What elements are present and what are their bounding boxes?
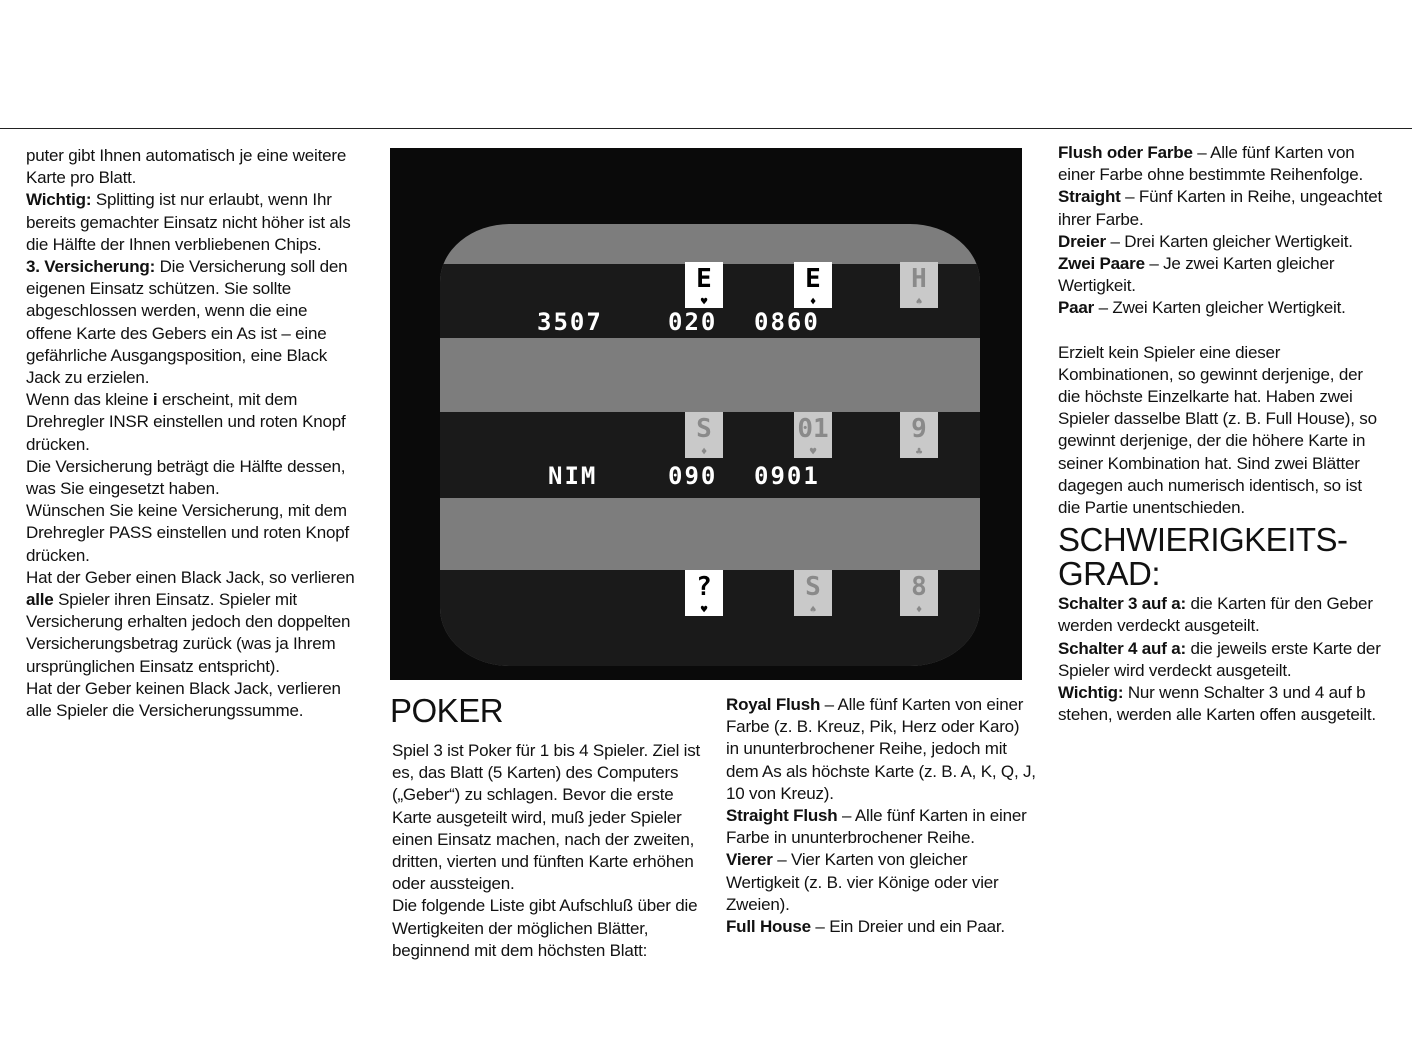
text: Splitting ist nur erlaubt, wenn Ihr bereits gemachter Einsatz nicht höher ist als die Hälfte der Ihnen verbliebenen Chips.	[26, 190, 351, 254]
hand-royal-flush	[726, 694, 1036, 805]
bold-label: Schalter 4 auf a:	[1058, 638, 1186, 658]
card	[685, 262, 723, 308]
card	[794, 262, 832, 308]
switch-4	[1058, 638, 1388, 682]
bold-label: Royal Flush	[726, 695, 821, 714]
text: Spieler ihren Einsatz. Spieler mit Versicherung erhalten jedoch den doppelten Versicherungsbetrag zurück (was ja Ihrem ursprünglichen Einsatz entspricht).	[26, 590, 351, 676]
text: Hat der Geber einen Black Jack, so verlieren	[26, 567, 355, 587]
hand-dreier	[1058, 231, 1388, 253]
card	[794, 570, 832, 616]
paragraph: Erzielt kein Spieler eine dieser Kombinationen, so gewinnt derjenige, der die höchste Einzelkarte hat. Haben zwei Spieler dasselbe Blatt (z. B. Full House), so gewinnt derjenige, der die höhere Karte in seiner Kombination hat. Sind zwei Blätter dagegen auch numerisch identisch, so ist die Partie unentschieden.	[1058, 342, 1377, 518]
hand-zwei-paare	[1058, 253, 1388, 297]
card	[900, 262, 938, 308]
bold-label: Full House	[726, 917, 811, 937]
bold-label: 3. Versicherung:	[26, 257, 156, 277]
paragraph-insr	[26, 389, 356, 456]
text: – Vier Karten von gleicher Wertigkeit (z. B. vier Könige oder vier Zweien).	[726, 850, 999, 914]
spacer	[1058, 320, 1388, 342]
text: die Karten für den Geber werden verdeckt ausgeteilt.	[1058, 594, 1373, 636]
text: – Alle fünf Karten von einer Farbe (z. B. Kreuz, Pik, Herz oder Karo) in ununterbrochener Reihe, jedoch mit dem As als höchste Karte (z. B. A, K, Q, J, 10 von Kreuz).	[726, 695, 1036, 803]
paragraph-splitting	[26, 189, 356, 256]
heading-line: SCHWIERIGKEITS-	[1058, 521, 1348, 559]
bold-label: Schalter 3 auf a:	[1058, 594, 1186, 614]
text: – Ein Dreier und ein Paar.	[810, 917, 1005, 937]
player-chips: 0860	[754, 308, 820, 336]
text: – Alle fünf Karten in einer Farbe in ununterbrochener Reihe.	[726, 806, 1027, 848]
text: – Fünf Karten in Reihe, ungeachtet ihrer Farbe.	[1058, 187, 1383, 229]
card-rank: 8	[911, 572, 927, 602]
suit-icon: ♣	[915, 445, 923, 458]
bold-label: Wichtig:	[26, 190, 92, 210]
blackjack-continued-column	[26, 145, 356, 722]
paragraph-blackjack	[26, 567, 356, 678]
text: – Zwei Karten gleicher Wertigkeit.	[1094, 298, 1346, 318]
card	[685, 570, 723, 616]
text: – Je zwei Karten gleicher Wertigkeit.	[1058, 254, 1335, 296]
tv-screen	[440, 224, 980, 666]
hand-rankings-column	[726, 694, 1036, 938]
fold-rule	[0, 128, 1412, 129]
bold-label: Wichtig:	[1058, 683, 1124, 703]
paragraph: puter gibt Ihnen automatisch je eine weitere Karte pro Blatt.	[26, 146, 347, 188]
paragraph: Hat der Geber keinen Black Jack, verlieren alle Spieler die Versicherungssumme.	[26, 678, 341, 721]
important-note	[1058, 682, 1388, 726]
card-rank: E	[696, 264, 712, 294]
hand-flush	[1058, 142, 1388, 186]
card-rank: S	[805, 572, 821, 602]
rankings-and-difficulty-column	[1058, 142, 1388, 726]
bold-alle: alle	[26, 590, 54, 610]
card-rank: ?	[696, 572, 712, 602]
card-rank: S	[696, 414, 712, 444]
card-rank: E	[805, 264, 821, 294]
card-rank: H	[911, 264, 927, 294]
paragraph: Spiel 3 ist Poker für 1 bis 4 Spieler. Ziel ist es, das Blatt (5 Karten) des Computers („Geber“) zu schlagen. Bevor die erste Karte ausgeteilt wird, muß jeder Spieler einen Einsatz machen, nach der zweiten, dritten, vierten und fünften Karte erhöhen oder aussteigen.	[392, 741, 701, 894]
difficulty-heading	[1058, 523, 1388, 591]
bold-label: Zwei Paare	[1058, 254, 1145, 274]
text: Wenn das kleine	[26, 390, 153, 410]
suit-icon: ♦	[915, 603, 923, 616]
text: die jeweils erste Karte der Spieler wird verdeckt ausgeteilt.	[1058, 638, 1381, 680]
player-name: NIM	[548, 462, 598, 490]
paragraph: Die folgende Liste gibt Aufschluß über die Wertigkeiten der möglichen Blätter, beginnend mit dem höchsten Blatt:	[392, 896, 698, 960]
text: – Drei Karten gleicher Wertigkeit.	[1105, 231, 1353, 251]
game-screenshot	[390, 148, 1022, 680]
card-rank: 01	[797, 414, 829, 444]
poker-intro-column	[392, 740, 702, 962]
bold-label: Paar	[1058, 298, 1095, 318]
player-chips: 0901	[754, 462, 820, 490]
paragraph: Die Versicherung beträgt die Hälfte dessen, was Sie eingesetzt haben.	[26, 456, 346, 499]
player-bet: 090	[668, 462, 718, 490]
suit-icon: ♦	[700, 445, 708, 458]
suit-icon: ♥	[809, 445, 817, 458]
text: Die Versicherung soll den eigenen Einsatz schützen. Sie sollte abgeschlossen werden, wenn die eine offene Karte des Gebers ein As ist – eine gefährliche Ausgangsposition, eine Black Jack zu erzielen.	[26, 257, 348, 388]
bold-label: Dreier	[1058, 231, 1106, 251]
suit-icon: ♦	[809, 295, 817, 308]
text: erscheint, mit dem Drehregler INSR einstellen und roten Knopf drücken.	[26, 390, 346, 454]
player-score: 3507	[537, 308, 603, 336]
card	[900, 570, 938, 616]
bold-label: Straight	[1058, 187, 1121, 207]
heading-line: GRAD:	[1058, 555, 1161, 593]
card-rank: 9	[911, 414, 927, 444]
hand-straight-flush	[726, 805, 1036, 849]
suit-icon: ♥	[700, 295, 708, 308]
bold-label: Straight Flush	[726, 806, 838, 826]
paragraph-insurance	[26, 256, 356, 389]
hand-straight	[1058, 186, 1388, 230]
card	[900, 412, 938, 458]
text: – Alle fünf Karten von einer Farbe ohne bestimmte Reihenfolge.	[1058, 143, 1363, 185]
bold-label: Flush oder Farbe	[1058, 143, 1193, 162]
card	[794, 412, 832, 458]
poker-heading: POKER	[390, 692, 504, 729]
suit-icon: ♠	[915, 295, 923, 308]
switch-3	[1058, 593, 1388, 637]
player-bet: 020	[668, 308, 718, 336]
hand-vierer	[726, 849, 1036, 916]
hand-paar	[1058, 297, 1388, 319]
suit-icon: ♥	[700, 603, 708, 616]
bold-label: Vierer	[726, 850, 773, 870]
card	[685, 412, 723, 458]
paragraph: Wünschen Sie keine Versicherung, mit dem Drehregler PASS einstellen und roten Knopf drücken.	[26, 501, 349, 565]
bold-i: i	[152, 390, 158, 410]
hand-full-house	[726, 916, 1036, 938]
text: Nur wenn Schalter 3 und 4 auf b stehen, werden alle Karten offen ausgeteilt.	[1058, 683, 1376, 725]
suit-icon: ♠	[809, 603, 817, 616]
